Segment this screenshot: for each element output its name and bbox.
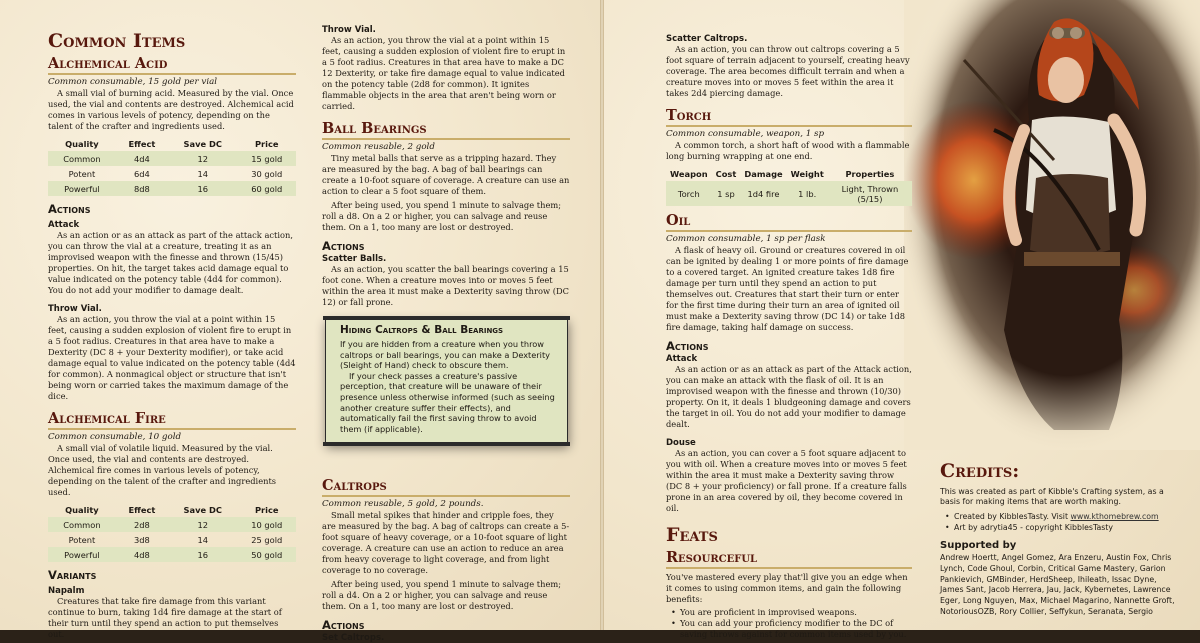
table-row <box>48 151 296 166</box>
credits-section <box>940 460 1178 630</box>
table-cell: 1d4 fire <box>740 181 786 206</box>
fire-meta: Common consumable, 10 gold <box>48 432 182 442</box>
table-row <box>666 181 912 206</box>
table-cell: 1 lb. <box>787 181 828 206</box>
torch-description: A common torch, a short haft of wood with a flammable long burning wrapping at one end. <box>666 140 910 161</box>
resourceful-heading: Resourceful <box>666 549 912 569</box>
credits-list <box>940 512 1178 533</box>
table-header: Quality <box>65 139 99 149</box>
acid-heading: Alchemical Acid <box>48 55 296 75</box>
list-item: • You are proficient in improvised weapons. <box>666 607 912 618</box>
list-item: • Art by adrytia45 - copyright KibblesTasty <box>940 523 1178 534</box>
hiding-caltrops-note <box>325 318 568 444</box>
table-cell: 14 <box>197 168 209 179</box>
caltrops-heading: Caltrops <box>322 477 570 497</box>
resourceful-intro: You've mastered every play that'll give you an edge when it comes to using common items, and gain the following benefits: <box>666 572 908 604</box>
oil-meta: Common consumable, 1 sp per flask <box>666 234 826 244</box>
douse-text: As an action, you can cover a 5 foot square adjacent to you with oil. When a creature moves into or moves 5 feet within the area it must make a Dexterity saving throw (DC 8 + your proficiency) or fall prone. If a creature falls prone in an area covered by oil, they become covered in oil. <box>666 448 907 513</box>
table-header: Effect <box>128 505 156 515</box>
bearings-heading: Ball Bearings <box>322 120 570 140</box>
table-cell: Powerful <box>48 181 116 196</box>
table-cell: Powerful <box>48 547 116 562</box>
acid-attack-title: Attack <box>48 220 80 230</box>
oil-description: A flask of heavy oil. Ground or creatures covered in oil can be ignited by dealing 1 or more points of fire damage to a covered target. An ignited creature takes 1d8 fire damage per turn until they spend an action to put themselves out. Creatures that start their turn or enter for the first time during their turn an area of ignited oil must make a Dexterity saving throw (DC 14) or take 1d8 fire damage, taking half damage on success. <box>666 245 909 332</box>
table-cell: 15 gold <box>238 151 297 166</box>
table-cell: 4d8 <box>116 547 168 562</box>
table-cell: Common <box>48 517 116 532</box>
credits-intro: This was created as part of Kibble's Crafting system, as a basis for making items that are worth making. <box>940 487 1164 506</box>
torch-meta: Common consumable, weapon, 1 sp <box>666 129 825 139</box>
credits-heading: Credits: <box>940 460 1020 482</box>
oil-heading: Oil <box>666 212 912 232</box>
table-cell: 1 sp <box>712 181 741 206</box>
scatter-balls-text: As an action, you scatter the ball bearings covering a 15 foot cone. When a creature moves into or moves 5 feet within the area it must make a Dexterity saving throw (DC 12) or fall prone. <box>322 264 569 307</box>
list-item <box>940 512 1178 523</box>
napalm-title: Napalm <box>48 586 85 596</box>
oil-actions-heading: Actions <box>666 339 709 353</box>
table-header: Damage <box>744 169 783 179</box>
table-cell: 50 gold <box>238 547 297 562</box>
table-cell: 2d8 <box>116 517 168 532</box>
acid-actions-heading: Actions <box>48 202 91 216</box>
table-cell: 30 gold <box>251 168 283 179</box>
acid-throw-text: As an action, you throw the vial at a point within 15 feet, causing a sudden explosion of violent fire to erupt in a 5 foot radius. Creatures in that area have to make a Dexterity (DC 8 + your Dexterity modifier), or take acid damage equal to value indicated on the potency table (4d4 for common). A nonmagical object or structure that isn't being worn or carried takes the maximum damage of the dice. <box>48 314 296 401</box>
table-cell: 60 gold <box>238 181 297 196</box>
acid-potency-table <box>48 137 296 196</box>
homebrew-link[interactable]: www.kthomebrew.com <box>1070 512 1159 521</box>
table-row <box>48 166 296 181</box>
note-heading: Hiding Caltrops & Ball Bearings <box>340 324 504 336</box>
table-header: Save DC <box>183 139 222 149</box>
table-header: Weapon <box>670 169 708 179</box>
caltrops-meta: Common reusable, 5 gold, 2 pounds. <box>322 499 484 509</box>
table-cell: 10 gold <box>238 517 297 532</box>
illustration-svg <box>904 0 1200 450</box>
created-by-text: Created by KibblesTasty. Visit <box>954 512 1071 521</box>
table-row <box>48 181 296 196</box>
supporters-list: Andrew Hoertt, Angel Gomez, Ara Enzeru, Austin Fox, Chris Lynch, Code Ghoul, Corbin, Critical Game Mastery, Garion Pankievich, GMBinder, HerdSheep, Ihileath, Issac Dyne, James Sant, Jacob Herrera, Jau, Jack, Kybernetes, Lawrence Eger, Long Nguyen, Max, Michael Magarino, Nannette Groft, NotoriousOZB, Rory Collier, Seffykun, Seranata, Sergio <box>940 553 1175 616</box>
bearings-meta: Common reusable, 2 gold <box>322 142 435 152</box>
acid-attack-text: As an action or as an attack as part of the attack action, you can throw the vial at a creature, treating it as an improvised weapon with the finesse and thrown (15/45) properties. On hit, the target takes acid damage equal to value indicated on the potency table (4d4 for common). You do not add your modifier to damage dealt. <box>48 230 294 295</box>
table-header: Properties <box>845 169 895 179</box>
right-column-1 <box>666 34 912 639</box>
scatter-caltrops-title: Scatter Caltrops. <box>666 34 748 44</box>
table-cell: 8d8 <box>116 181 168 196</box>
table-header: Price <box>254 139 279 149</box>
right-page <box>604 0 1200 639</box>
page-title: Common Items <box>48 30 186 52</box>
feats-heading: Feats <box>666 524 718 546</box>
table-header: Price <box>254 505 279 515</box>
table-cell: 6d4 <box>134 168 150 179</box>
table-cell: Torch <box>666 181 712 206</box>
table-cell: Common <box>48 151 116 166</box>
adventurer-illustration-icon <box>904 0 1200 450</box>
fire-throw-title: Throw Vial. <box>322 25 376 35</box>
caltrops-salvage: After being used, you spend 1 minute to salvage them; roll a d4. On a 2 or higher, you can salvage and reuse them. On a 1, too many are lost or destroyed. <box>322 579 562 611</box>
torch-heading: Torch <box>666 107 912 127</box>
left-column-1 <box>48 30 296 639</box>
bearings-salvage: After being used, you spend 1 minute to salvage them; roll a d8. On a 2 or higher, you can salvage and reuse them. On a 1, too many are lost or destroyed. <box>322 200 562 232</box>
list-item: • You can add your proficiency modifier to the DC of saving throws against for common items used by you. <box>666 618 912 640</box>
caltrops-description: Small metal spikes that hinder and cripple foes, they are measured by the bag. A bag of caltrops can create a 5-foot square of heavy coverage, or a 10-foot square of light coverage. A creature can use an action to reduce an area from heavy coverage to light coverage, and from light coverage to no coverage. <box>322 510 570 575</box>
table-cell: 14 <box>197 534 209 545</box>
scatter-balls-title: Scatter Balls. <box>322 254 387 264</box>
table-cell: 4d4 <box>116 151 168 166</box>
bearings-description: Tiny metal balls that serve as a tripping hazard. They are measured by the bag. A bag of ball bearings can create a 10-foot square of coverage. A creature can use an action to clear a 5 foot square of them. <box>322 153 570 196</box>
table-cell: 12 <box>168 151 237 166</box>
fire-throw-text: As an action, you throw the vial at a point within 15 feet, causing a sudden explosion of violent fire to erupt in a 5 foot radius. Creatures in that area have to make a DC 12 Dexterity, or take fire damage equal to value indicated on the potency table (2d8 for common). It ignites flammable objects in the area that aren't being worn or carried. <box>322 35 566 111</box>
table-cell: 16 <box>168 547 237 562</box>
table-row <box>48 532 296 547</box>
napalm-text: Creatures that take fire damage from this variant continue to burn, taking 1d4 fire damage at the start of their turn until they spend an action to put themselves out. <box>48 596 282 639</box>
fire-description: A small vial of volatile liquid. Measured by the vial. Once used, the vial and contents are destroyed. Alchemical fire comes in various levels of potency, depending on the talent of the crafter and ingredients used. <box>48 443 277 497</box>
oil-attack-title: Attack <box>666 354 698 364</box>
table-cell: Potent <box>68 168 96 179</box>
table-header: Quality <box>65 505 99 515</box>
caltrops-actions-heading: Actions <box>322 618 365 632</box>
note-paragraph-1: If you are hidden from a creature when you throw caltrops or ball bearings, you can make a Dexterity (Sleight of Hand) check to obscure them. <box>340 339 551 371</box>
table-row <box>48 517 296 532</box>
table-header: Cost <box>715 169 737 179</box>
fire-potency-table <box>48 503 296 562</box>
bearings-actions-heading: Actions <box>322 239 365 253</box>
table-cell: 16 <box>168 181 237 196</box>
acid-description: A small vial of burning acid. Measured by the vial. Once used, the vial and contents are destroyed. Alchemical acid comes in various levels of potency, depending on the talent of the crafter and ingredients used. <box>48 88 294 131</box>
table-cell: Potent <box>68 534 96 545</box>
torch-weapon-table <box>666 167 912 206</box>
table-cell: 3d8 <box>134 534 150 545</box>
supported-heading: Supported by <box>940 540 1017 551</box>
set-caltrops-title: Set Caltrops. <box>322 633 385 643</box>
table-header: Save DC <box>183 505 222 515</box>
note-paragraph-2: If your check passes a creature's passive perception, that creature will be unaware of their presence unless otherwise informed (such as seeing another creature suffer their effects), and automatically fail the first saving throw to avoid them (if applicable). <box>340 370 555 434</box>
table-cell: 12 <box>168 517 237 532</box>
table-header: Weight <box>790 169 824 179</box>
table-cell: 25 gold <box>251 534 283 545</box>
douse-title: Douse <box>666 438 696 448</box>
fire-heading: Alchemical Fire <box>48 410 296 430</box>
acid-meta: Common consumable, 15 gold per vial <box>48 77 218 87</box>
fire-variants-heading: Variants <box>48 568 97 582</box>
resourceful-benefits <box>666 607 912 640</box>
table-cell: Light, Thrown (5/15) <box>828 181 912 206</box>
table-row <box>48 547 296 562</box>
acid-throw-title: Throw Vial. <box>48 304 102 314</box>
oil-attack-text: As an action or as an attack as part of the Attack action, you can make an attack with the flask of oil. It is an improvised weapon with the finesse and thrown (10/30) property. On it, it deals 1 bludgeoning damage and covers the target in oil. You do not add your modifier to damage dealt. <box>666 364 912 429</box>
table-header: Effect <box>128 139 156 149</box>
scatter-caltrops-text: As an action, you can throw out caltrops covering a 5 foot square of terrain adjacent to yourself, creating heavy coverage. The area becomes difficult terrain and when a creature moves into or moves 5 feet within the area it takes 2d4 piercing damage. <box>666 44 910 98</box>
